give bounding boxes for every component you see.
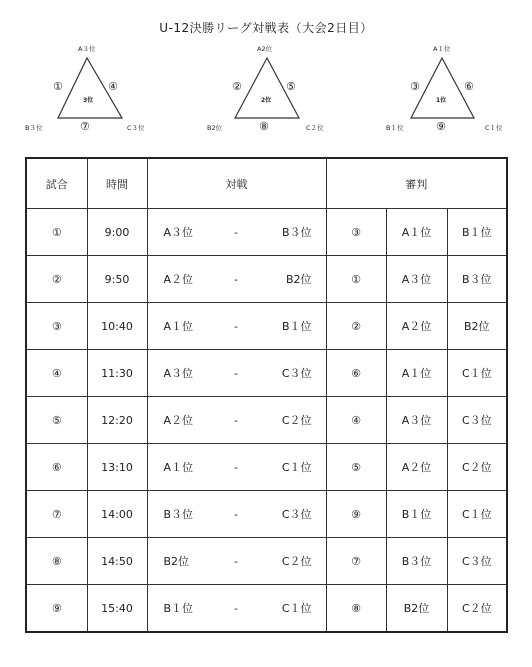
referee-team2-cell: C２位 xyxy=(447,585,507,633)
referee-team2-cell: C３位 xyxy=(447,538,507,585)
referee-match-cell: ② xyxy=(326,303,386,350)
team2-cell: B３位 xyxy=(266,209,326,256)
match-cell: ⑤ xyxy=(26,397,87,444)
time-cell: 14:50 xyxy=(87,538,147,585)
referee-team2-cell: B１位 xyxy=(447,209,507,256)
match-cell: ③ xyxy=(26,303,87,350)
team1-cell: B2位 xyxy=(147,538,206,585)
referee-match-cell: ⑥ xyxy=(326,350,386,397)
team1-cell: A１位 xyxy=(147,444,206,491)
versus-dash: - xyxy=(206,350,266,397)
bottom-match-number: ⑨ xyxy=(436,120,446,133)
match-cell: ⑥ xyxy=(26,444,87,491)
left-match-number: ③ xyxy=(410,80,420,93)
referee-match-cell: ⑤ xyxy=(326,444,386,491)
referee-team2-cell: C２位 xyxy=(447,444,507,491)
referee-match-cell: ① xyxy=(326,256,386,303)
header-time: 時間 xyxy=(87,158,147,209)
table-row xyxy=(26,350,507,397)
time-cell: 15:40 xyxy=(87,585,147,633)
table-row xyxy=(26,303,507,350)
team1-cell: B３位 xyxy=(147,491,206,538)
triangle-right-label: C２位 xyxy=(306,124,324,132)
schedule-table xyxy=(25,157,508,633)
team2-cell: C３位 xyxy=(266,491,326,538)
team1-cell: A１位 xyxy=(147,303,206,350)
match-cell: ② xyxy=(26,256,87,303)
versus-dash: - xyxy=(206,491,266,538)
referee-match-cell: ③ xyxy=(326,209,386,256)
table-row xyxy=(26,491,507,538)
table-row xyxy=(26,444,507,491)
versus-dash: - xyxy=(206,538,266,585)
referee-team1-cell: A３位 xyxy=(386,256,447,303)
triangle-right-label: C３位 xyxy=(127,124,145,132)
right-match-number: ⑥ xyxy=(464,80,474,93)
referee-team2-cell: C１位 xyxy=(447,350,507,397)
referee-match-cell: ⑧ xyxy=(326,585,386,633)
versus-dash: - xyxy=(206,256,266,303)
match-cell: ⑨ xyxy=(26,585,87,633)
referee-team2-cell: C３位 xyxy=(447,397,507,444)
group-diagram-3 xyxy=(384,40,532,140)
referee-team1-cell: B１位 xyxy=(386,491,447,538)
time-cell: 11:30 xyxy=(87,350,147,397)
referee-team1-cell: A１位 xyxy=(386,350,447,397)
time-cell: 9:00 xyxy=(87,209,147,256)
header-match: 試合 xyxy=(26,158,87,209)
referee-team2-cell: C１位 xyxy=(447,491,507,538)
match-cell: ④ xyxy=(26,350,87,397)
versus-dash: - xyxy=(206,209,266,256)
referee-match-cell: ⑦ xyxy=(326,538,386,585)
header-versus: 対戦 xyxy=(147,158,326,209)
bottom-match-number: ⑦ xyxy=(80,120,90,133)
left-match-number: ② xyxy=(232,80,242,93)
table-row xyxy=(26,209,507,256)
triangle-left-label: B３位 xyxy=(25,124,43,132)
time-cell: 13:10 xyxy=(87,444,147,491)
triangle-top-label: A2位 xyxy=(257,45,273,53)
referee-team1-cell: B３位 xyxy=(386,538,447,585)
team1-cell: A２位 xyxy=(147,256,206,303)
versus-dash: - xyxy=(206,303,266,350)
triangle-center-label: 2位 xyxy=(261,97,272,104)
triangle-left-label: B2位 xyxy=(207,124,223,132)
table-row xyxy=(26,538,507,585)
team2-cell: C１位 xyxy=(266,444,326,491)
team2-cell: C１位 xyxy=(266,585,326,633)
team2-cell: C２位 xyxy=(266,538,326,585)
right-match-number: ⑤ xyxy=(286,80,296,93)
page-title: U-12決勝リーグ対戦表（大会2日目） xyxy=(159,21,373,35)
match-cell: ⑦ xyxy=(26,491,87,538)
referee-team1-cell: A３位 xyxy=(386,397,447,444)
referee-team1-cell: B2位 xyxy=(386,585,447,633)
versus-dash: - xyxy=(206,585,266,633)
table-row xyxy=(26,256,507,303)
time-cell: 9:50 xyxy=(87,256,147,303)
team2-cell: B１位 xyxy=(266,303,326,350)
team2-cell: C３位 xyxy=(266,350,326,397)
time-cell: 12:20 xyxy=(87,397,147,444)
right-match-number: ④ xyxy=(108,80,118,93)
triangle-top-label: A１位 xyxy=(433,45,451,53)
triangle-right-label: C１位 xyxy=(485,124,503,132)
referee-match-cell: ④ xyxy=(326,397,386,444)
team1-cell: B１位 xyxy=(147,585,206,633)
match-cell: ① xyxy=(26,209,87,256)
referee-team1-cell: A２位 xyxy=(386,444,447,491)
versus-dash: - xyxy=(206,444,266,491)
bottom-match-number: ⑧ xyxy=(259,120,269,133)
time-cell: 10:40 xyxy=(87,303,147,350)
triangle-center-label: 1位 xyxy=(436,97,447,104)
table-row xyxy=(26,397,507,444)
team2-cell: B2位 xyxy=(266,256,326,303)
referee-team1-cell: A１位 xyxy=(386,209,447,256)
triangle-shape xyxy=(22,40,172,140)
group-diagram-2 xyxy=(205,40,355,140)
versus-dash: - xyxy=(206,397,266,444)
triangle-top-label: A３位 xyxy=(78,45,96,53)
table-row xyxy=(26,585,507,633)
triangle-shape xyxy=(384,40,532,140)
referee-team1-cell: A２位 xyxy=(386,303,447,350)
group-diagram-1 xyxy=(22,40,172,140)
triangle-center-label: 3位 xyxy=(83,97,94,104)
team1-cell: A２位 xyxy=(147,397,206,444)
team1-cell: A３位 xyxy=(147,350,206,397)
triangle-left-label: B１位 xyxy=(386,124,404,132)
triangle-shape xyxy=(205,40,355,140)
table-header-row xyxy=(26,158,507,209)
match-cell: ⑧ xyxy=(26,538,87,585)
team1-cell: A３位 xyxy=(147,209,206,256)
header-referee: 審判 xyxy=(326,158,507,209)
referee-team2-cell: B2位 xyxy=(447,303,507,350)
time-cell: 14:00 xyxy=(87,491,147,538)
referee-team2-cell: B３位 xyxy=(447,256,507,303)
left-match-number: ① xyxy=(53,80,63,93)
team2-cell: C２位 xyxy=(266,397,326,444)
referee-match-cell: ⑨ xyxy=(326,491,386,538)
